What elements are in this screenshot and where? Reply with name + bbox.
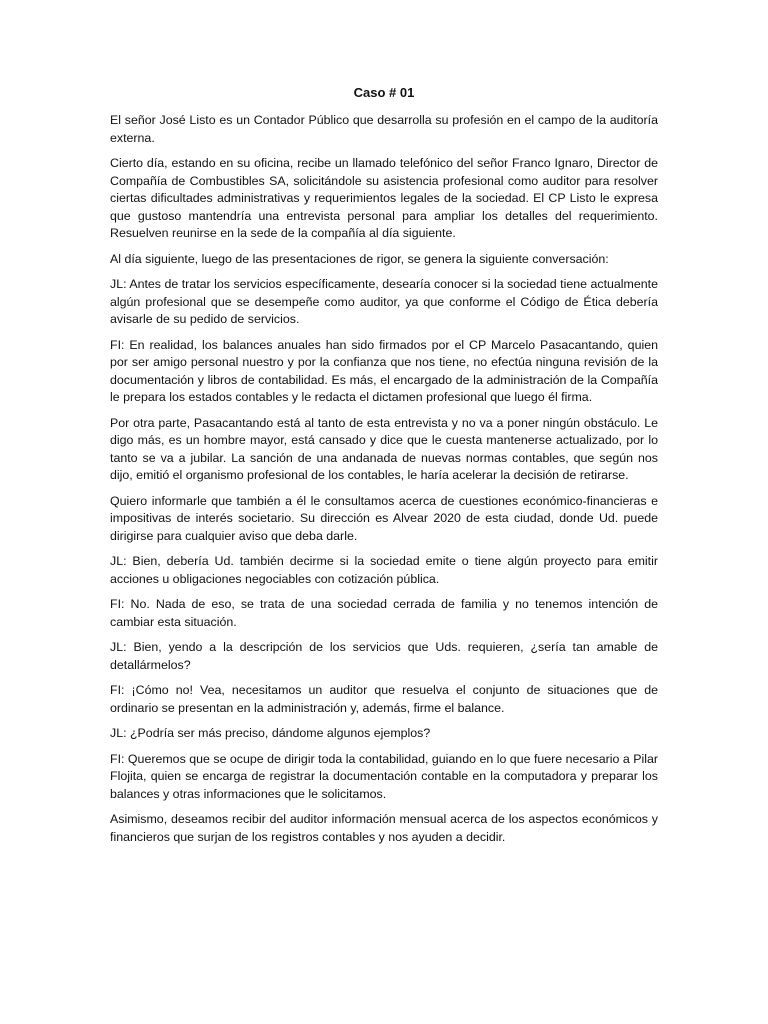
paragraph: Cierto día, estando en su oficina, recibe un llamado telefónico del señor Franco Ignaro, Director de Compañía de Combustibles SA, solicitándole su asistencia profesional como auditor para resolver ciertas dificultades administrativas y requerimientos legales de la sociedad. El CP Listo le expresa que gustoso mantendría una entrevista personal para ampliar los detalles del requerimiento. Resuelven reunirse en la sede de la compañía al día siguiente. [110, 156, 658, 240]
paragraph: Por otra parte, Pasacantando está al tanto de esta entrevista y no va a poner ningún obstáculo. Le digo más, es un hombre mayor, está cansado y dice que le cuesta mantenerse actualizado, por lo tanto se va a jubilar. La sanción de una andanada de nuevas normas contables, que según nos dijo, emitió el organismo profesional de los contables, le haría acelerar la decisión de retirarse. [110, 415, 658, 482]
paragraph: FI: ¡Cómo no! Vea, necesitamos un auditor que resuelva el conjunto de situaciones que de ordinario se presentan en la administración y, además, firme el balance. [110, 683, 658, 715]
document-title: Caso # 01 [353, 85, 415, 100]
paragraph: Al día siguiente, luego de las presentaciones de rigor, se genera la siguiente conversación: [110, 251, 609, 266]
paragraph: FI: Queremos que se ocupe de dirigir toda la contabilidad, guiando en lo que fuere necesario a Pilar Flojita, quien se encarga de registrar la documentación contable en la computadora y preparar los balances y otras informaciones que le solicitamos. [110, 751, 658, 801]
paragraph: Asimismo, deseamos recibir del auditor información mensual acerca de los aspectos económicos y financieros que surjan de los registros contables y nos ayuden a decidir. [110, 812, 658, 844]
paragraph: Quiero informarle que también a él le consultamos acerca de cuestiones económico-financieras e impositivas de interés societario. Su dirección es Alvear 2020 de esta ciudad, donde Ud. puede dirigirse para cualquier aviso que deba darle. [110, 493, 658, 543]
paragraph: JL: ¿Podría ser más preciso, dándome algunos ejemplos? [110, 726, 431, 740]
paragraph: JL: Bien, yendo a la descripción de los servicios que Uds. requieren, ¿sería tan amable de detallármelos? [110, 640, 658, 672]
paragraph: JL: Antes de tratar los servicios específicamente, desearía conocer si la sociedad tiene actualmente algún profesional que se desempeñe como auditor, ya que conforme el Código de Ética debería avisarle de su pedido de servicios. [110, 277, 658, 326]
paragraph: JL: Bien, debería Ud. también decirme si la sociedad emite o tiene algún proyecto para emitir acciones u obligaciones negociables con cotización pública. [110, 554, 658, 586]
paragraph: El señor José Listo es un Contador Público que desarrolla su profesión en el campo de la auditoría externa. [110, 113, 658, 145]
document-page [110, 84, 658, 854]
paragraph: FI: En realidad, los balances anuales han sido firmados por el CP Marcelo Pasacantando, quien por ser amigo personal nuestro y por la confianza que nos tiene, no efectúa ninguna revisión de la documentación y libros de contabilidad. Es más, el encargado de la administración de la Compañía le prepara los estados contables y le redacta el dictamen profesional que luego él firma. [110, 337, 658, 404]
paragraph: FI: No. Nada de eso, se trata de una sociedad cerrada de familia y no tenemos intención de cambiar esta situación. [110, 597, 658, 629]
